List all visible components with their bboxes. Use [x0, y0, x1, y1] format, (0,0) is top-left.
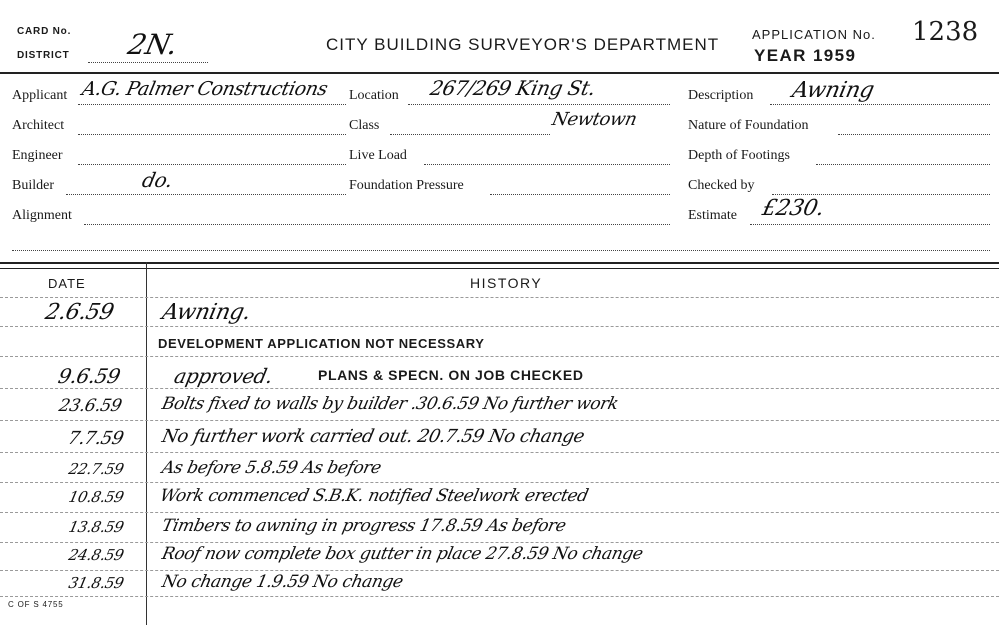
header-rule: [0, 72, 999, 74]
department-title: CITY BUILDING SURVEYOR'S DEPARTMENT: [326, 35, 720, 54]
row-line: [0, 420, 999, 421]
location-line1: 267/269 King St.: [428, 76, 598, 100]
history-top-rule: [0, 262, 999, 264]
applicant-line: [78, 104, 346, 105]
row-line: [0, 326, 999, 327]
nature-line: [838, 134, 990, 135]
checked-line: [772, 194, 990, 195]
estimate-line: [750, 224, 990, 225]
date-header: DATE: [48, 276, 86, 291]
builder-value: do.: [140, 168, 175, 192]
foundation-pressure-line: [490, 194, 670, 195]
development-stamp: DEVELOPMENT APPLICATION NOT NECESSARY: [158, 336, 485, 351]
description-line: [770, 104, 990, 105]
estimate-label: Estimate: [688, 208, 737, 223]
history-row-date: 31.8.59: [66, 574, 125, 592]
description-value: Awning: [790, 78, 877, 103]
class-label: Class: [349, 118, 380, 133]
district-label: DISTRICT: [17, 50, 70, 61]
history-row-text: No further work carried out. 20.7.59 No change: [160, 426, 587, 447]
architect-label: Architect: [12, 118, 65, 133]
history-row-date: 22.7.59: [66, 460, 125, 478]
foundation-pressure-label: Foundation Pressure: [349, 178, 464, 193]
applicant-label: Applicant: [12, 88, 68, 103]
history-row-text: Work commenced S.B.K. notified Steelwork erected: [158, 486, 590, 506]
history-row-text: Roof now complete box gutter in place 27.8.59 No change: [160, 544, 645, 564]
alignment-label: Alignment: [12, 208, 72, 223]
estimate-value: £230.: [760, 196, 827, 221]
row-line: [0, 512, 999, 513]
history-row-date: 2.6.59: [43, 300, 117, 325]
class-line: [390, 134, 550, 135]
engineer-label: Engineer: [12, 148, 63, 163]
liveload-label: Live Load: [349, 148, 407, 163]
row-line: [0, 356, 999, 357]
blank-line: [12, 250, 990, 251]
location-line: [408, 104, 670, 105]
history-row-date: 10.8.59: [66, 488, 125, 506]
engineer-line: [78, 164, 346, 165]
location-line2: Newtown: [550, 109, 639, 130]
nature-label: Nature of Foundation: [688, 118, 809, 133]
card-no-label: CARD No.: [17, 26, 72, 37]
location-label: Location: [349, 88, 399, 103]
application-label: APPLICATION No.: [752, 27, 876, 42]
depth-label: Depth of Footings: [688, 148, 790, 163]
history-row-text: Bolts fixed to walls by builder .30.6.59 No further work: [160, 394, 621, 414]
row-line: [0, 542, 999, 543]
history-row-text: approved.: [172, 364, 275, 388]
history-row-text: Awning.: [160, 300, 253, 325]
history-row-date: 24.8.59: [66, 546, 125, 564]
row-line: [0, 452, 999, 453]
form-code: C OF S 4755: [8, 600, 64, 609]
history-row-text: No change 1.9.59 No change: [160, 572, 405, 592]
checked-label: Checked by: [688, 178, 755, 193]
row-line: [0, 570, 999, 571]
history-row-text: As before 5.8.59 As before: [160, 458, 383, 478]
district-line: [88, 62, 208, 63]
architect-line: [78, 134, 346, 135]
applicant-value: A.G. Palmer Constructions: [80, 78, 330, 100]
history-row-date: 13.8.59: [66, 518, 125, 536]
alignment-line: [84, 224, 670, 225]
liveload-line: [424, 164, 670, 165]
year-label: YEAR 1959: [754, 46, 857, 65]
history-row-date: 23.6.59: [56, 396, 124, 416]
plans-stamp: PLANS & SPECN. ON JOB CHECKED: [318, 367, 584, 383]
builder-line: [66, 194, 346, 195]
history-row-date: 7.7.59: [66, 428, 126, 449]
description-label: Description: [688, 88, 754, 103]
row-line: [0, 297, 999, 298]
history-top-rule-2: [0, 268, 999, 269]
history-row-date: 9.6.59: [55, 364, 123, 388]
depth-line: [816, 164, 990, 165]
history-row-text: Timbers to awning in progress 17.8.59 As before: [160, 516, 568, 536]
builder-label: Builder: [12, 178, 54, 193]
row-line: [0, 596, 999, 597]
history-header: HISTORY: [470, 275, 543, 291]
application-number: 1238: [912, 17, 979, 47]
row-line: [0, 482, 999, 483]
district-value: 2N.: [125, 28, 181, 61]
row-line: [0, 388, 999, 389]
